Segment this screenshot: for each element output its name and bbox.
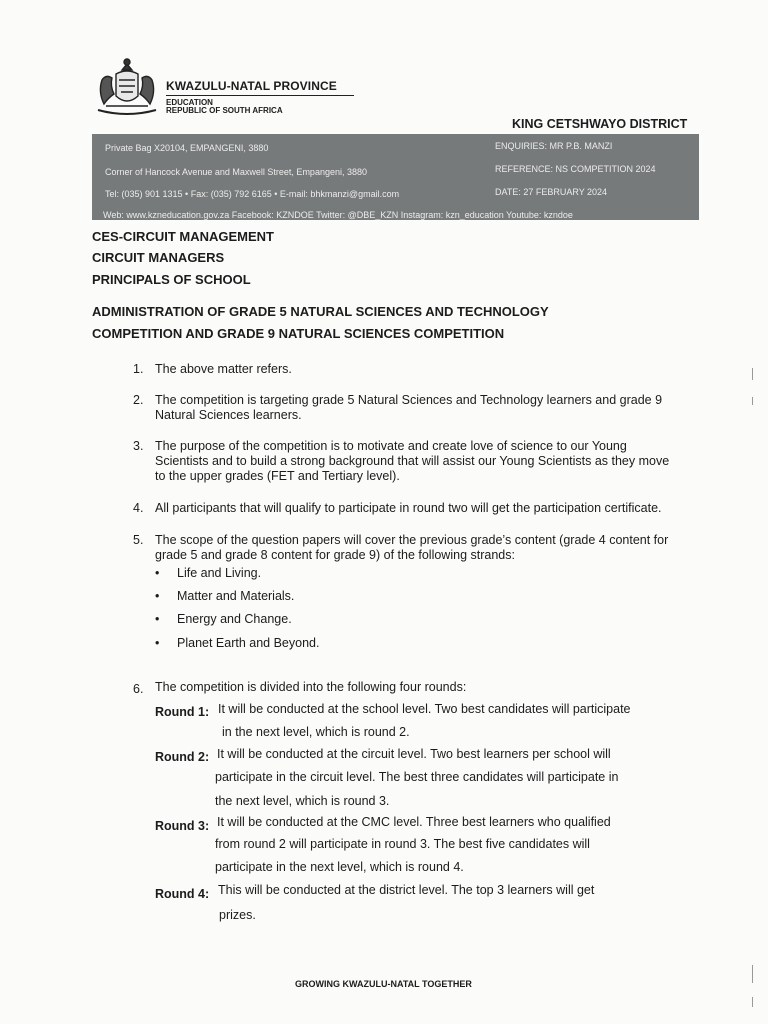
round-label-text: Round 1: (155, 705, 210, 719)
round-line: the next level, which is round 3. (215, 794, 390, 808)
round-label (155, 705, 209, 719)
item-text (155, 439, 669, 484)
item-number: 3. (133, 439, 144, 453)
item-number: 4. (133, 501, 144, 515)
item-text (155, 393, 662, 423)
item-line: Natural Sciences learners. (155, 408, 302, 422)
round-line: It will be conducted at the CMC level. Three best learners who qualified (217, 815, 611, 829)
item-text (155, 533, 668, 563)
round-label (155, 750, 209, 764)
round-line: This will be conducted at the district level. The top 3 learners will get (218, 883, 595, 897)
bullet-icon: • (155, 566, 160, 580)
item-line: The scope of the question papers will cover the previous grade’s content (grade 4 content for (155, 533, 669, 547)
round-label-text: Round 4: (155, 887, 210, 901)
contact-banner (92, 134, 699, 220)
item-number: 5. (133, 533, 144, 547)
item-number: 1. (133, 362, 144, 376)
round-line: It will be conducted at the circuit level. Two best learners per school will (217, 747, 611, 761)
bullet-icon: • (155, 589, 160, 603)
footer-slogan: GROWING KWAZULU-NATAL TOGETHER (295, 979, 472, 989)
strand-item: Matter and Materials. (177, 589, 295, 603)
round-label (155, 819, 209, 833)
round-line: participate in the circuit level. The best three candidates will participate in (215, 770, 619, 784)
addressee-3: PRINCIPALS OF SCHOOL (92, 272, 251, 287)
strand-item: Energy and Change. (177, 612, 292, 626)
scan-mark (752, 397, 753, 405)
round-label-text: Round 3: (155, 819, 210, 833)
bullet-icon: • (155, 612, 160, 626)
province-name: KWAZULU-NATAL PROVINCE (166, 79, 337, 93)
round-label (155, 887, 209, 901)
strand-item: Planet Earth and Beyond. (177, 636, 320, 650)
item-line: The competition is targeting grade 5 Natural Sciences and Technology learners and grade 9 (155, 393, 663, 407)
round-line: from round 2 will participate in round 3. The best five candidates will (215, 837, 590, 851)
letterhead-divider (166, 95, 354, 96)
item-text (155, 501, 662, 516)
subject-line-1: ADMINISTRATION OF GRADE 5 NATURAL SCIENCES AND TECHNOLOGY (92, 304, 549, 319)
coat-of-arms-logo (92, 58, 162, 120)
scan-mark (752, 997, 753, 1007)
banner-web-links: Web: www.kzneducation.gov.za Facebook: KZNDOE Twitter: @DBE_KZN Instagram: kzn_education Youtube: kzndoe (103, 210, 573, 220)
item-line: The above matter refers. (155, 362, 292, 376)
banner-enquiries: ENQUIRIES: MR P.B. MANZI (495, 141, 613, 151)
banner-contact: Tel: (035) 901 1315 • Fax: (035) 792 6165 • E-mail: bhkmanzi@gmail.com (105, 189, 400, 199)
banner-reference: REFERENCE: NS COMPETITION 2024 (495, 164, 656, 174)
addressee-2: CIRCUIT MANAGERS (92, 250, 225, 265)
item-number: 6. (133, 682, 144, 696)
item-line: grade 5 and grade 8 content for grade 9) of the following strands: (155, 548, 515, 562)
subject-line-2: COMPETITION AND GRADE 9 NATURAL SCIENCES COMPETITION (92, 326, 505, 341)
addressee-1: CES-CIRCUIT MANAGEMENT (92, 229, 274, 244)
item-line: The purpose of the competition is to motivate and create love of science to our Young (155, 439, 627, 453)
department-name: EDUCATION (166, 98, 213, 107)
item-line: to the upper grades (FET and Tertiary level). (155, 469, 400, 483)
round-line: participate in the next level, which is round 4. (215, 860, 464, 874)
item-number: 2. (133, 393, 144, 407)
round-line: It will be conducted at the school level. Two best candidates will participate (218, 702, 631, 716)
round-line: in the next level, which is round 2. (222, 725, 410, 739)
item-line: Scientists and to build a strong background that will assist our Young Scientists as they move (155, 454, 670, 468)
banner-date: DATE: 27 FEBRUARY 2024 (495, 187, 608, 197)
bullet-icon: • (155, 636, 160, 650)
district-name: KING CETSHWAYO DISTRICT (512, 117, 688, 131)
round-line: prizes. (219, 908, 256, 922)
scan-mark (752, 368, 753, 380)
item-text (155, 362, 292, 377)
scan-mark (752, 965, 753, 983)
item-line: All participants that will qualify to participate in round two will get the participation certificate. (155, 501, 662, 515)
strand-item: Life and Living. (177, 566, 262, 580)
republic-name: REPUBLIC OF SOUTH AFRICA (166, 106, 283, 115)
round-label-text: Round 2: (155, 750, 210, 764)
banner-address-2: Corner of Hancock Avenue and Maxwell Street, Empangeni, 3880 (105, 167, 367, 177)
item-text: The competition is divided into the following four rounds: (155, 680, 467, 694)
banner-address-1: Private Bag X20104, EMPANGENI, 3880 (105, 143, 269, 153)
